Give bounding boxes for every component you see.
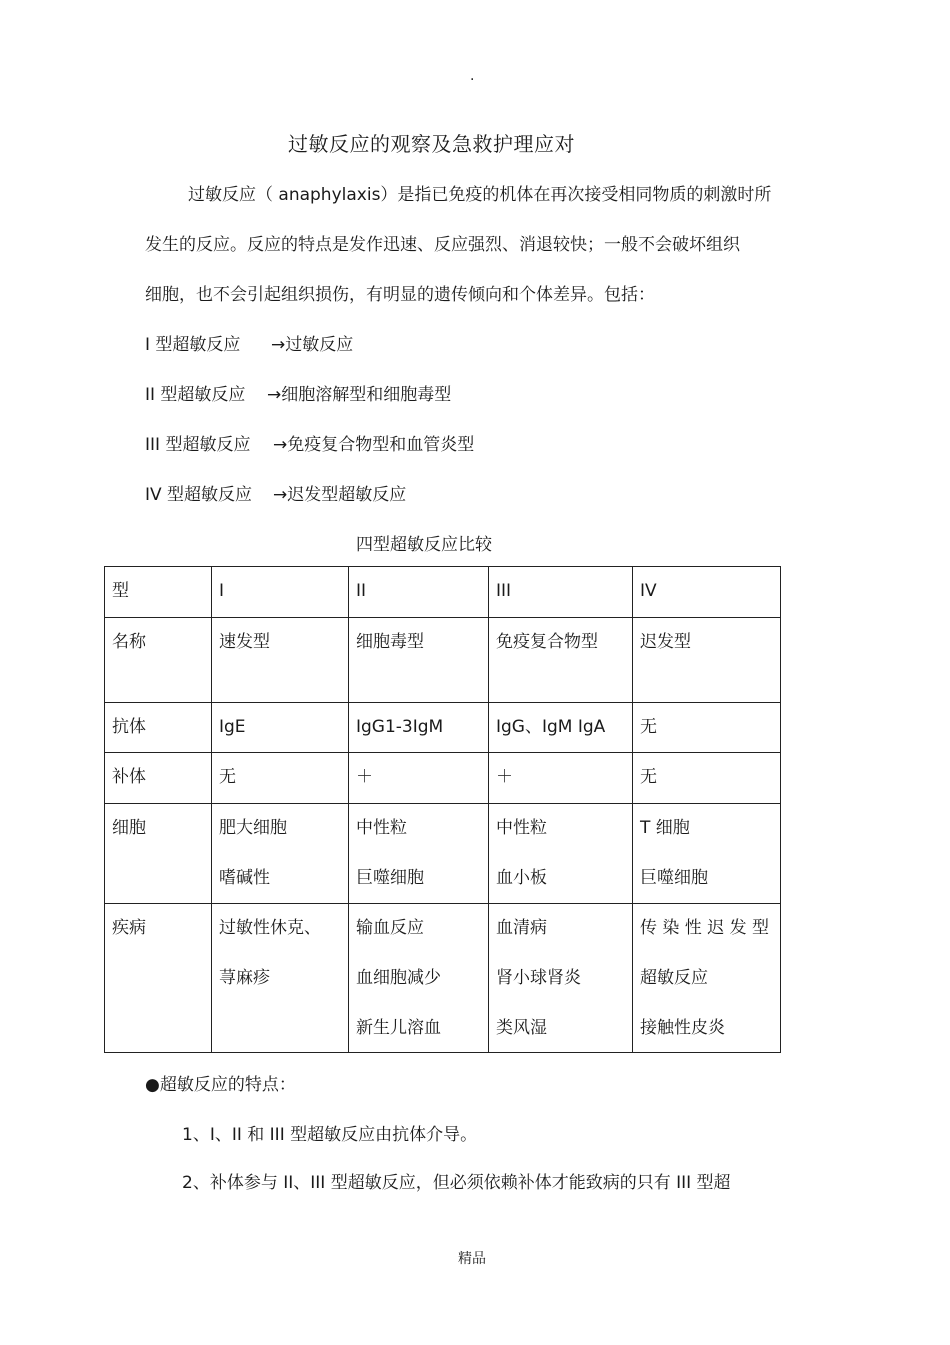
table-cell [349,618,489,703]
row-label: 细胞 [112,818,146,838]
table-row [105,904,781,1053]
cell-line: 类风湿 [496,1018,547,1038]
intro-line-1: 过敏反应（ anaphylaxis）是指已免疫的机体在再次接受相同物质的刺激时所 [188,185,772,205]
table-cell [633,703,781,753]
table-row [105,618,781,703]
cell-line: IgE [219,717,246,737]
table-cell [489,804,633,904]
intro-line-3: 细胞，也不会引起组织损伤，有明显的遗传倾向和个体差异。包括： [145,285,655,305]
header-label: III [496,581,512,601]
cell-line: 无 [219,767,236,787]
type-description: →免疫复合物型和血管炎型 [273,435,475,455]
cell-line: IgG1-3IgM [356,717,444,737]
table-cell [489,618,633,703]
type-description: →过敏反应 [271,335,354,355]
cell-line: ＋ [356,767,373,787]
cell-line: 迟发型 [640,632,691,652]
cell-line: T 细胞 [640,818,690,838]
type-description: →迟发型超敏反应 [273,485,407,505]
type-line-4 [145,480,407,505]
type-name: IV 型超敏反应 [145,485,253,505]
table-cell [212,804,349,904]
feature-item-2: 2、补体参与 II、III 型超敏反应，但必须依赖补体才能致病的只有 III 型超 [182,1173,731,1193]
table-header-cell [633,567,781,618]
row-label-cell [105,904,212,1053]
cell-line: 嗜碱性 [219,868,270,888]
row-label-cell [105,753,212,804]
cell-line: 肾小球肾炎 [496,968,581,988]
table-header-cell [105,567,212,618]
table-row [105,753,781,804]
type-line-2 [145,380,452,405]
table-row [105,703,781,753]
table-header-cell [212,567,349,618]
row-label-cell [105,703,212,753]
page-title: 过敏反应的观察及急救护理应对 [288,132,575,156]
row-label-cell [105,804,212,904]
table-header-row [105,567,781,618]
table-caption: 四型超敏反应比较 [356,535,492,555]
cell-line: 超敏反应 [640,968,708,988]
table-cell [633,618,781,703]
type-name: III 型超敏反应 [145,435,251,455]
cell-line: 无 [640,717,657,737]
table-cell [489,703,633,753]
table-cell [212,904,349,1053]
row-label: 名称 [112,632,146,652]
type-line-3 [145,430,475,455]
header-label: I [219,581,225,601]
header-mark: · [470,72,475,88]
cell-line: 免疫复合物型 [496,632,598,652]
table-cell [212,703,349,753]
cell-line: 荨麻疹 [219,968,270,988]
page-footer: 精品 [458,1251,486,1267]
header-label: 型 [112,581,129,601]
cell-line: 血小板 [496,868,547,888]
cell-line: 细胞毒型 [356,632,424,652]
row-label-cell [105,618,212,703]
cell-line: IgG、IgM IgA [496,717,606,737]
comparison-table [104,566,781,1053]
cell-line: 传 染 性 迟 发 型 [640,918,770,938]
cell-line: 血细胞减少 [356,968,441,988]
type-line-1 [145,330,354,355]
header-label: II [356,581,367,601]
table-cell [633,753,781,804]
feature-item-1: 1、I、II 和 III 型超敏反应由抗体介导。 [182,1125,478,1145]
cell-line: 输血反应 [356,918,424,938]
cell-line: 速发型 [219,632,270,652]
cell-line: 中性粒 [356,818,407,838]
row-label: 补体 [112,767,146,787]
table-cell [349,804,489,904]
header-label: IV [640,581,657,601]
table-cell [633,904,781,1053]
intro-line-2: 发生的反应。反应的特点是发作迅速、反应强烈、消退较快；一般不会破坏组织 [145,235,740,255]
table-cell [489,904,633,1053]
type-description: →细胞溶解型和细胞毒型 [267,385,452,405]
cell-line: 肥大细胞 [219,818,287,838]
table-cell [349,753,489,804]
cell-line: 无 [640,767,657,787]
table-header-cell [349,567,489,618]
cell-line: 过敏性休克、 [219,918,321,938]
table-row [105,804,781,904]
cell-line: 中性粒 [496,818,547,838]
cell-line: 接触性皮炎 [640,1018,725,1038]
type-name: II 型超敏反应 [145,385,246,405]
row-label: 疾病 [112,918,146,938]
cell-line: 血清病 [496,918,547,938]
table-cell [633,804,781,904]
table-cell [349,703,489,753]
row-label: 抗体 [112,717,146,737]
cell-line: ＋ [496,767,513,787]
table-cell [212,618,349,703]
table-header-cell [489,567,633,618]
table-cell [489,753,633,804]
table-cell [349,904,489,1053]
cell-line: 新生儿溶血 [356,1018,441,1038]
cell-line: 巨噬细胞 [356,868,424,888]
features-heading: ●超敏反应的特点： [145,1075,296,1095]
type-name: I 型超敏反应 [145,335,241,355]
cell-line: 巨噬细胞 [640,868,708,888]
table-cell [212,753,349,804]
